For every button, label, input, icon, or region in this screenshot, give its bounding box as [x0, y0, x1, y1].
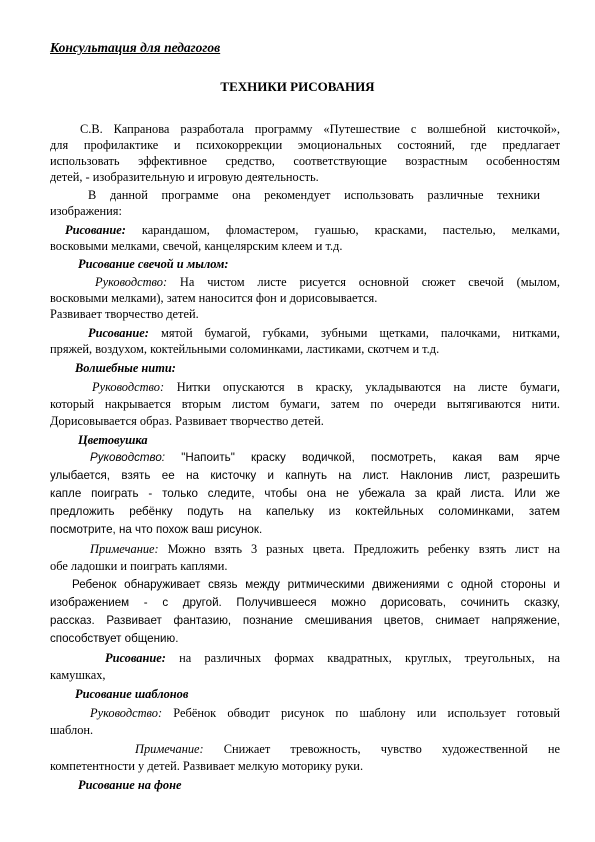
- guide-label: Руководство:: [95, 275, 168, 289]
- program-line-2: изображения:: [50, 204, 122, 218]
- guide-label: Руководство:: [90, 451, 166, 464]
- blot-guide-line-1: [50, 450, 560, 466]
- rhythm-line-3: рассказ. Развивает фантазию, познание смешивания цветов, снимает напряжение,: [50, 614, 560, 627]
- threads-guide-line-3: Дорисовывается образ. Развивает творчество детей.: [50, 414, 324, 428]
- drawing-materials-line-1: [50, 222, 560, 238]
- templates-guide-line-2: шаблон.: [50, 723, 94, 737]
- blot-guide-text: "Напоить" краску водичкой, посмотреть, какая вам ярче: [181, 451, 560, 464]
- threads-guide-line-1: [50, 379, 560, 395]
- drawing-shapes-line-2: камушках,: [50, 668, 106, 682]
- rhythm-line-1: Ребенок обнаруживает связь между ритмическими движениями с одной стороны и: [72, 578, 560, 591]
- candle-guide-line-1: [50, 274, 560, 290]
- drawing-tools-line-1: [50, 325, 560, 341]
- intro-line-4: детей, - изобразительную и игровую деятельность.: [50, 170, 319, 184]
- threads-guide-line-2: который накрывается вторым листом бумаги, затем по очереди вытягиваются нити.: [50, 397, 560, 411]
- page-title: ТЕХНИКИ РИСОВАНИЯ: [220, 79, 375, 94]
- intro-line-2: для профилактике и психокоррекции эмоциональных состояний, где предлагает: [50, 138, 560, 152]
- guide-label: Руководство:: [90, 706, 163, 720]
- rhythm-line-4: способствует общению.: [50, 632, 179, 645]
- drawing-label: Рисование:: [65, 223, 126, 237]
- templates-guide-text: Ребёнок обводит рисунок по шаблону или использует готовый: [173, 706, 560, 720]
- blot-note-text: Можно взять 3 разных цвета. Предложить ребенку взять лист на: [167, 542, 560, 556]
- templates-guide-line-1: [50, 705, 560, 721]
- templates-note-text: Снижает тревожность, чувство художественной не: [223, 742, 560, 756]
- drawing-shapes-text: на различных формах квадратных, круглых, треугольных, на: [179, 651, 560, 665]
- drawing-materials-text: карандашом, фломастером, гуашью, красками, пастелью, мелками,: [141, 223, 560, 237]
- program-line-1: В данной программе она рекомендует использовать различные техники: [88, 188, 540, 202]
- blot-guide-line-3: капле поиграть - только следите, чтобы она не убежала за край листа. Или же: [50, 487, 560, 500]
- drawing-label: Рисование:: [88, 326, 149, 340]
- intro-line-3: использовать эффективное средство, соответствующие возрастным особенностям: [50, 154, 560, 168]
- blot-guide-line-2: улыбается, взять ее на кисточку и капнуть на лист. Наклонив лист, разрешить: [50, 469, 560, 482]
- guide-label: Руководство:: [92, 380, 165, 394]
- drawing-shapes-line-1: [50, 650, 560, 666]
- templates-heading: Рисование шаблонов: [75, 687, 189, 701]
- blot-heading: Цветовушка: [78, 433, 148, 447]
- blot-note-line-2: обе ладошки и поиграть каплями.: [50, 559, 228, 573]
- candle-guide-line-3: Развивает творчество детей.: [50, 307, 199, 321]
- drawing-materials-line-2: восковыми мелками, свечой, канцелярским клеем и т.д.: [50, 239, 343, 253]
- blot-note-line-1: [50, 541, 560, 557]
- candle-guide-line-2: восковыми мелками), затем наносится фон и дорисовывается.: [50, 291, 378, 305]
- threads-guide-text: Нитки опускаются в краску, укладываются на листе бумаги,: [176, 380, 560, 394]
- intro-line-1: С.В. Капранова разработала программу «Путешествие с волшебной кисточкой»,: [80, 122, 560, 136]
- blot-guide-line-4: предложить ребёнку подуть на капельку из коктейльных соломинками, затем: [50, 505, 560, 518]
- candle-heading: Рисование свечой и мылом:: [78, 257, 229, 271]
- templates-note-line-2: компетентности у детей. Развивает мелкую моторику руки.: [50, 759, 364, 773]
- drawing-tools-text: мятой бумагой, губками, зубными щетками, палочками, нитками,: [160, 326, 560, 340]
- drawing-tools-line-2: пряжей, воздухом, коктейльными соломинками, ластиками, скотчем и т.д.: [50, 342, 440, 356]
- note-label: Примечание:: [90, 542, 159, 556]
- note-label: Примечание:: [135, 742, 204, 756]
- blot-guide-line-5: посмотрите, на что похож ваш рисунок.: [50, 523, 263, 536]
- consultation-header: Консультация для педагогов: [50, 40, 221, 55]
- candle-guide-text: На чистом листе рисуется основной сюжет свечой (мылом,: [179, 275, 560, 289]
- rhythm-line-2: изображением - с другой. Получившееся можно дорисовать, сочинить сказку,: [50, 596, 560, 609]
- background-heading: Рисование на фоне: [78, 778, 182, 792]
- templates-note-line-1: [50, 741, 560, 757]
- threads-heading: Волшебные нити:: [75, 361, 176, 375]
- drawing-label: Рисование:: [105, 651, 166, 665]
